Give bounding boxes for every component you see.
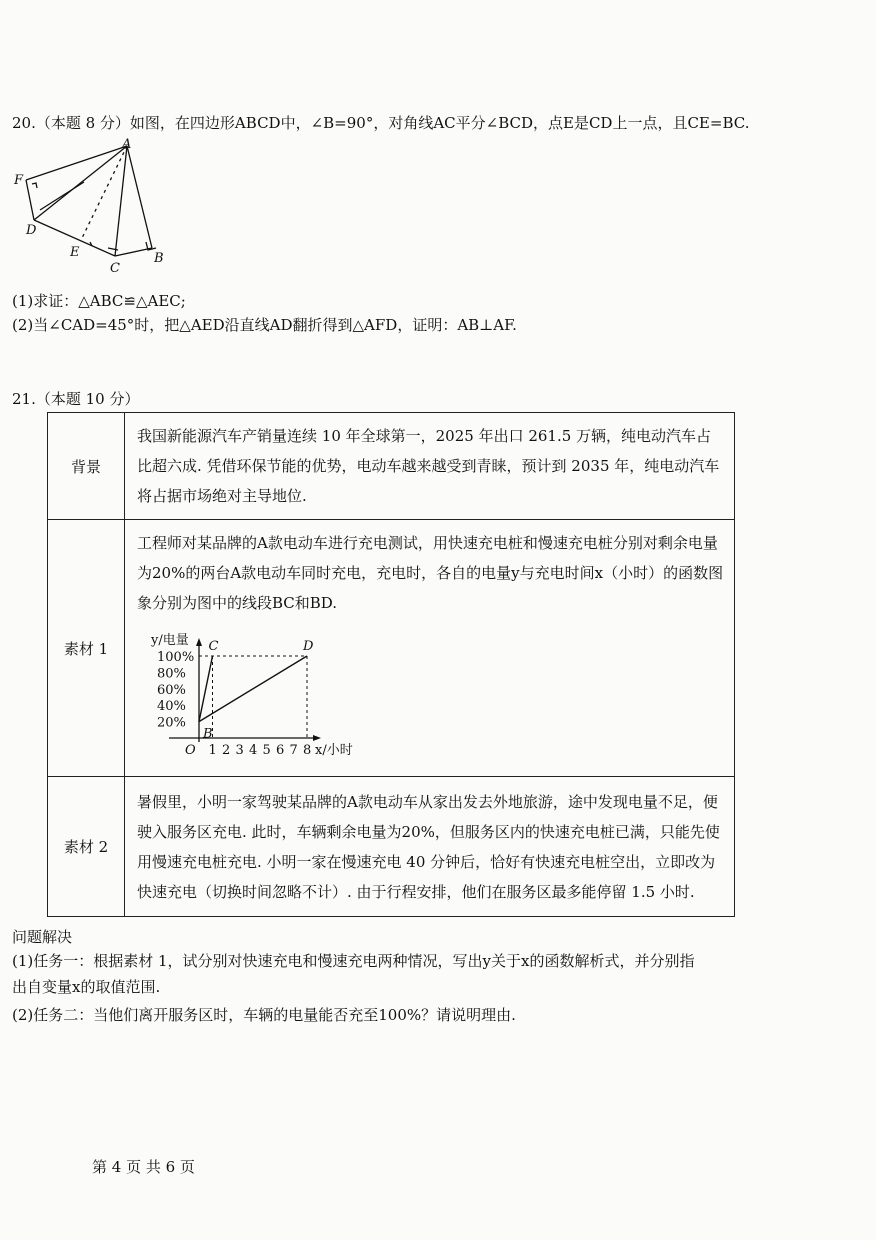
- label-c: C: [110, 261, 120, 276]
- series-line-bc: [199, 656, 213, 722]
- charging-chart: [137, 618, 397, 768]
- x-tick-label: 1: [208, 743, 217, 758]
- origin-label: O: [185, 743, 196, 758]
- q21-table: [47, 412, 735, 917]
- x-tick-label: 2: [222, 743, 231, 758]
- q20-figure: [10, 138, 170, 278]
- q20-part2: (2)当∠CAD=45°时，把△AED沿直线AD翻折得到△AFD，证明：AB⊥AF.: [12, 316, 517, 334]
- background-label: 背景: [48, 413, 125, 520]
- segment-bc: [115, 248, 152, 256]
- solve-heading: 问题解决: [12, 928, 73, 946]
- point-label-b: B: [203, 726, 213, 742]
- material2-label: 素材 2: [48, 777, 125, 917]
- point-label-d: D: [303, 639, 314, 654]
- task2: (2)任务二：当他们离开服务区时，车辆的电量能否充至100%？请说明理由.: [12, 1006, 516, 1024]
- segment-ae: [82, 146, 127, 238]
- material2-text: 暑假里，小明一家驾驶某品牌的A款电动车从家出发去外地旅游，途中发现电量不足，便驶入服务区充电. 此时，车辆剩余电量为20%，但服务区内的快速充电桩已满，只能先使用慢速充电桩充电. 小明一家在慢速充电 40 分钟后，恰好有快速充电桩空出，立即改为快速充电（切换时间忽略不计）. 由于行程安排，他们在服务区最多能停留 1.5 小时.: [125, 777, 735, 917]
- segment-ac: [115, 146, 127, 256]
- q20-header: 20.（本题 8 分）如图，在四边形ABCD中，∠B=90°，对角线AC平分∠BCD，点E是CD上一点，且CE=BC.: [12, 114, 750, 132]
- material1-label: 素材 1: [48, 520, 125, 777]
- task1-line2: 出自变量x的取值范围.: [12, 978, 161, 996]
- table-row-material1: [48, 520, 735, 777]
- series-line-bd: [199, 656, 307, 722]
- table-row-material2: [48, 777, 735, 917]
- segment-ab: [127, 146, 152, 248]
- segment-inner: [40, 182, 84, 210]
- y-axis-label: y/电量: [151, 633, 189, 648]
- x-tick-label: 6: [276, 743, 285, 758]
- label-b: B: [154, 251, 164, 266]
- segment-af: [26, 146, 127, 180]
- x-tick-label: 7: [289, 743, 298, 758]
- label-e: E: [70, 245, 80, 260]
- table-row-background: [48, 413, 735, 520]
- material1-text: 工程师对某品牌的A款电动车进行充电测试，用快速充电桩和慢速充电桩分别对剩余电量为20%的两台A款电动车同时充电，充电时，各自的电量y与充电时间x（小时）的函数图象分别为图中的线段BC和BD.: [137, 534, 724, 612]
- x-tick-label: 5: [262, 743, 271, 758]
- x-tick-label: 8: [303, 743, 312, 758]
- y-tick-label: 80%: [157, 666, 186, 682]
- right-angle-f: [32, 183, 37, 188]
- point-label-c: C: [208, 639, 219, 654]
- label-a: A: [122, 138, 132, 152]
- task1-line1: (1)任务一：根据素材 1，试分别对快速充电和慢速充电两种情况，写出y关于x的函数解析式，并分别指: [12, 952, 695, 970]
- x-axis-label: x/小时: [315, 743, 353, 758]
- y-tick-label: 20%: [157, 715, 186, 731]
- y-tick-label: 40%: [157, 699, 186, 715]
- x-tick-label: 4: [249, 743, 258, 758]
- q21-header: 21.（本题 10 分）: [12, 390, 140, 408]
- y-tick-label: 60%: [157, 682, 186, 698]
- label-f: F: [14, 173, 24, 188]
- y-tick-label: 100%: [157, 650, 195, 665]
- background-text: 我国新能源汽车产销量连续 10 年全球第一，2025 年出口 261.5 万辆，纯电动汽车占比超六成. 凭借环保节能的优势，电动车越来越受到青睐，预计到 2035 年，纯电动汽车将占据市场绝对主导地位.: [125, 413, 735, 520]
- label-d: D: [26, 223, 37, 238]
- q20-part1: (1)求证：△ABC≌△AEC;: [12, 292, 186, 310]
- page-footer: 第 4 页 共 6 页: [92, 1158, 195, 1176]
- segment-da: [34, 146, 127, 220]
- x-tick-label: 3: [235, 743, 244, 758]
- x-axis-arrow: [313, 735, 321, 741]
- y-axis-arrow: [196, 638, 202, 646]
- segment-fd: [26, 180, 34, 220]
